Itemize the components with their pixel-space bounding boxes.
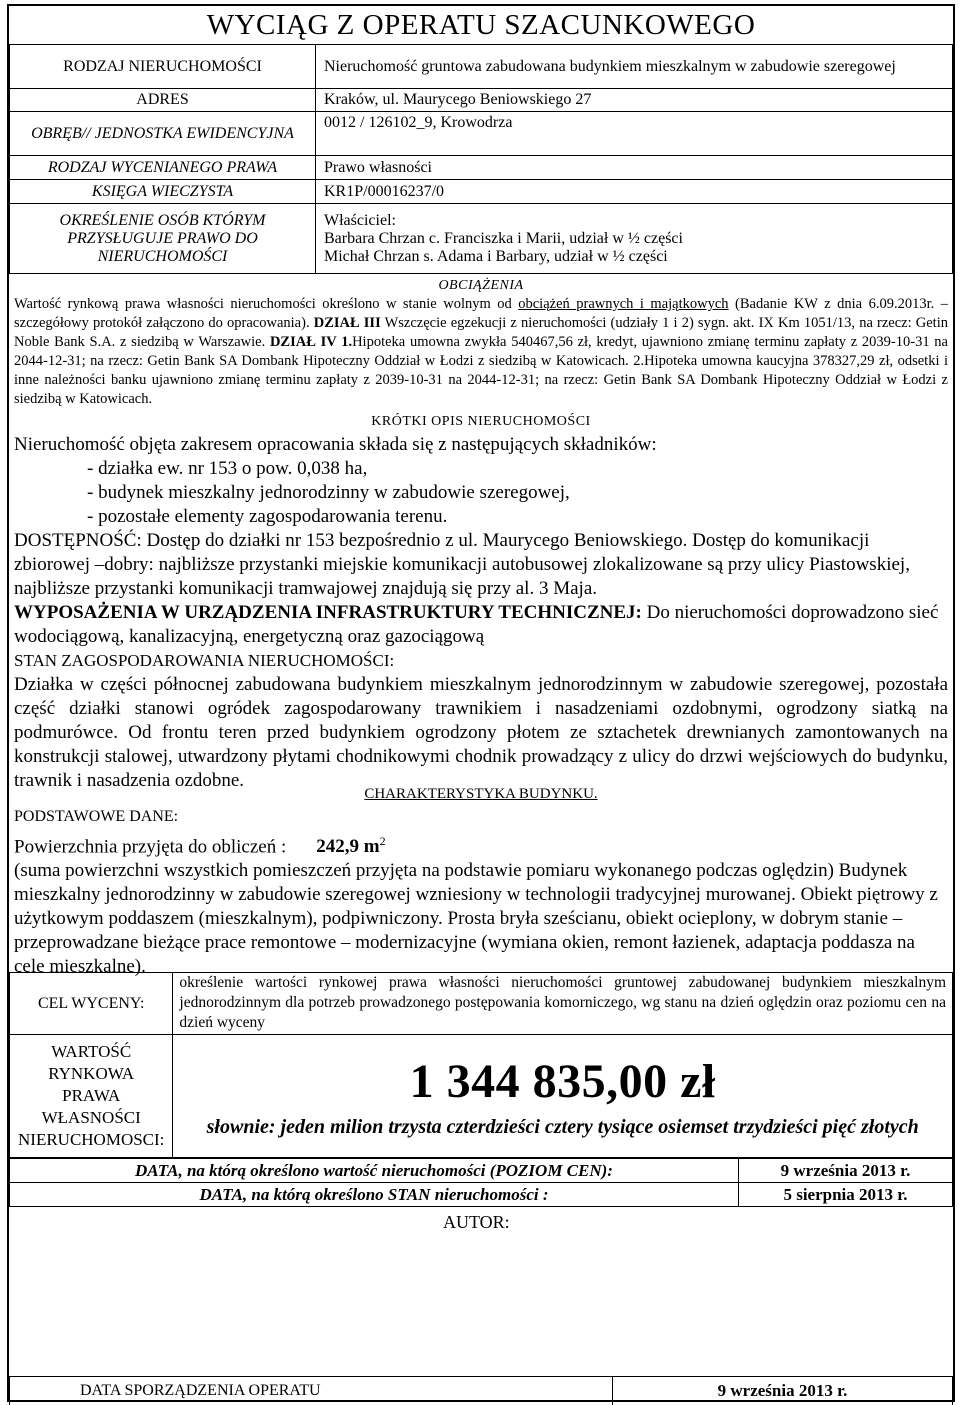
value-amount: 1 344 835,00 zł [409,1054,716,1108]
component-item-2: - budynek mieszkalny jednorodzinny w zabudowie szeregowej, [87,482,570,503]
prepared-date-table [9,1376,953,1405]
property-info-table [9,44,953,274]
document-frame [7,4,955,1402]
land-register-label: KSIĘGA WIECZYSTA [10,180,316,204]
goal-label: CEL WYCENY: [10,973,173,1035]
dates-table [9,1158,953,1207]
description-section [9,414,953,793]
precinct-label: OBRĘB// JEDNOSTKA EWIDENCYJNA [10,112,316,156]
right-type-value: Prawo własności [316,156,953,180]
author-label: AUTOR: [443,1212,510,1232]
prepared-label: DATA SPORZĄDZENIA OPERATU [10,1377,613,1405]
building-section [9,786,953,979]
state-label: STAN ZAGOSPODAROWANIA NIERUCHOMOŚCI: [14,651,395,670]
owner-1: Barbara Chrzan c. Franciszka i Marii, udział w ½ części [324,229,683,247]
area-line: Powierzchnia przyjęta do obliczeń : 242,9 $m^2$ [14,834,386,858]
component-item-3: - pozostałe elementy zagospodarowania terenu. [87,506,448,527]
date-state-label: DATA, na którą określono STAN nieruchomości : [10,1183,739,1207]
property-type-value: Nieruchomość gruntowa zabudowana budynkiem mieszkalnym w zabudowie szeregowej [316,45,953,89]
encumbrances-heading: OBCIĄŻENIA [438,278,524,293]
owner-2: Michał Chrzan s. Adama i Barbary, udział w ½ części [324,247,668,265]
goal-text: określenie wartości rynkowej prawa własności nieruchomości gruntowej zabudowanej budynkiem mieszkalnym jednorodzinnym dla potrzeb prowadzonego postępowania komorniczego, wg stanu na dzień oględzin oraz poziomu cen na dzień wyceny [173,973,953,1035]
value-label: WARTOŚĆ RYNKOWA PRAWA WŁASNOŚCI NIERUCHOMOSCI: [10,1035,173,1158]
state-paragraph: Działka w części północnej zabudowana budynkiem mieszkalnym jednorodzinnym w zabudowie szeregowej, pozostała część działki stanowi ogródek zagospodarowany trawnikiem i nasadzeniami ozdobnymi, ogrodzony siatką na podmurówce. Od frontu teren przed budynkiem ogrodzony płotem ze sztachetek drewnianych zamontowanych na konstrukcji stalowej, utwardzony płytami chodnikowymi chodnik prowadzący z ulicy do drzwi wejściowych do budynku, trawnik i nasadzenia ozdobne. [14,674,948,791]
description-intro: Nieruchomość objęta zakresem opracowania składa się z następujących składników: [14,434,657,455]
owners-heading: Właściciel: [324,211,396,229]
property-type-label: RODZAJ NIERUCHOMOŚCI [10,45,316,89]
basic-data-label: PODSTAWOWE DANE: [14,808,179,825]
infrastructure-paragraph: WYPOSAŻENIA W URZĄDZENIA INFRASTRUKTURY TECHNICZNEJ: Do nieruchomości doprowadzono sieć wodociągową, kanalizacyjną, energetyczną oraz gazociągową [14,602,939,647]
right-type-label: RODZAJ WYCENIANEGO PRAWA [10,156,316,180]
date-prices-label: DATA, na którą określono wartość nieruchomości (POZIOM CEN): [10,1159,739,1183]
encumbrances-text: Wartość rynkową prawa własności nieruchomości określono w stanie wolnym od obciążeń prawnych i majątkowych (Badanie KW z dnia 6.09.2013r. – szczegółowy protokół załączono do opracowania). DZIAŁ III Wszczęcie egzekucji z nieruchomości (udziały 1 i 2) sygn. akt. IX Km 1051/13, na rzecz: Getin Noble Bank S.A. z siedzibą w Warszawie. DZIAŁ IV 1.Hipoteka umowna zwykła 540467,56 zł, kredyt, ujawniono zmianę terminu zapłaty z 2039-10-31 na 2044-12-31; na rzecz: Getin Bank SA Dombank Hipoteczny Oddział w Łodzi z siedzibą w Katowicach. 2.Hipoteka umowna kaucyjna 378327,29 zł, odsetki i inne należności banku ujawniono zmianę terminu zapłaty z 2039-10-31 na 2044-12-31; na rzecz: Getin Bank SA Dombank Hipoteczny Oddział w Łodzi z siedzibą w Katowicach. [14,296,948,407]
owners-value [316,204,953,274]
date-prices-value: 9 września 2013 r. [739,1159,953,1183]
value-words: słownie: jeden milion trzysta czterdzieści cztery tysiące osiemset trzydzieści pięć złotych [206,1115,919,1138]
building-heading: CHARAKTERYSTYKA BUDYNKU. [364,786,598,802]
description-heading: KRÓTKI OPIS NIERUCHOMOŚCI [371,414,591,429]
building-description: (suma powierzchni wszystkich pomieszczeń przyjęta na podstawie pomiaru wykonanego podczas oględzin) Budynek mieszkalny jednorodzinny w zabudowie szeregowej wzniesiony w technologii tradycyjnej murowanej. Obiekt piętrowy z użytkowym poddaszem (mieszkalnym), podpiwniczony. Prosta bryła sześcianu, obiekt ocieplony, w dobrym stanie – przeprowadzane bieżące prace remontowe – modernizacyjne (wymiana okien, remont łazienek, adaptacja poddasza na cele mieszkalne). [14,860,938,978]
value-cell [173,1035,953,1158]
precinct-value: 0012 / 126102_9, Krowodrza [316,112,953,156]
access-paragraph: DOSTĘPNOŚĆ: Dostęp do działki nr 153 bezpośrednio z ul. Maurycego Beniowskiego. Dostęp do komunikacji zbiorowej –dobry: najbliższe przystanki miejskie komunikacji autobusowej zlokalizowane są przy ulicy Piastowskiej, najbliższe przystanki komunikacji tramwajowej znajdują się przy al. 3 Maja. [14,530,910,599]
land-register-value: KR1P/00016237/0 [316,180,953,204]
document-title: WYCIĄG Z OPERATU SZACUNKOWEGO [206,9,756,41]
valuation-table [9,972,953,1158]
owners-label: OKREŚLENIE OSÓB KTÓRYM PRZYSŁUGUJE PRAWO DO NIERUCHOMOŚCI [10,204,316,274]
address-value: Kraków, ul. Maurycego Beniowskiego 27 [316,89,953,112]
encumbrances-section [9,278,953,409]
date-state-value: 5 sierpnia 2013 r. [739,1183,953,1207]
prepared-value: 9 września 2013 r. [613,1377,953,1405]
component-item-1: - działka ew. nr 153 o pow. 0,038 ha, [87,458,368,479]
address-label: ADRES [10,89,316,112]
